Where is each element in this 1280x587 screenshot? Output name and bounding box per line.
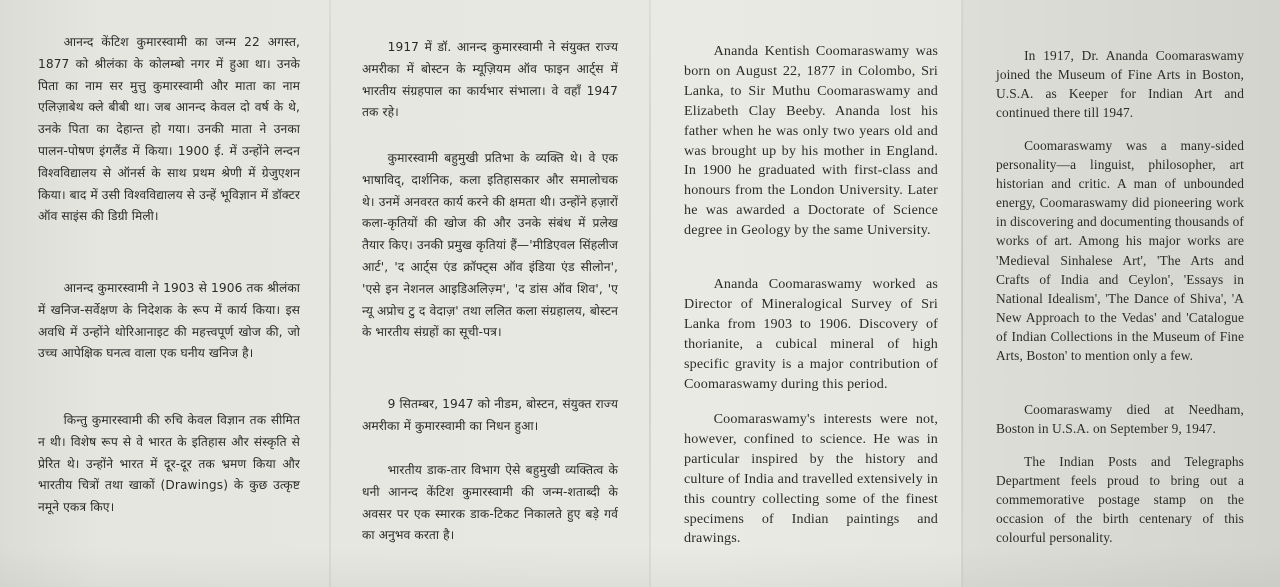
english-stamp-paragraph: The Indian Posts and Telegraphs Department feels proud to bring out a commemorative postage stamp on the occasion of the birth centenary of this colourful personality. bbox=[996, 454, 1244, 546]
fold-line bbox=[961, 0, 963, 587]
hindi-death-paragraph: 9 सितम्बर, 1947 को नीडम, बोस्टन, संयुक्त राज्य अमरीका में कुमारस्वामी का निधन हुआ। bbox=[362, 397, 618, 433]
english-museum-paragraph: In 1917, Dr. Ananda Coomaraswamy joined the Museum of Fine Arts in Boston, U.S.A. as Keeper for Indian Art and continued there till 1947. bbox=[996, 48, 1244, 121]
hindi-birth-paragraph: आनन्द केंटिश कुमारस्वामी का जन्म 22 अगस्त, 1877 को श्रीलंका के कोलम्बो नगर में हुआ था। उनके पिता का नाम सर मुत्तु कुमारस्वामी और माता का नाम एलिज़ाबेथ क्ले बीबी था। जब आनन्द केवल दो वर्ष के थे, उनके पिता का देहान्त हो गया। उनकी माता ने उनका पालन-पोषण इंगलैंड में किया। 1900 ई. में उन्होंने लन्दन विश्वविद्यालय से ऑनर्स के साथ प्रथम श्रेणी में ग्रेजुएशन किया। बाद में उसी विश्वविद्यालय से उन्हें भूविज्ञान में डॉक्टर ऑव साइंस की डिग्री मिली। bbox=[38, 35, 300, 224]
english-survey-paragraph: Ananda Coomaraswamy worked as Director of Mineralogical Survey of Sri Lanka from 1903 to 1906. Discovery of thorianite, a cubical mineral of high specific gravity is a major contribution of Coomaraswamy during this period. bbox=[684, 276, 938, 392]
hindi-survey-paragraph: आनन्द कुमारस्वामी ने 1903 से 1906 तक श्रीलंका में खनिज-सर्वेक्षण के निदेशक के रूप में कार्य किया। इस अवधि में उन्होंने थोरिआनाइट की महत्त्वपूर्ण खोज की, जो उच्च आपेक्षिक घनत्व वाला एक घनीय खनिज है। bbox=[38, 281, 300, 361]
hindi-panel-right bbox=[330, 0, 650, 587]
fold-line bbox=[649, 0, 651, 587]
english-panel-left bbox=[650, 0, 962, 587]
hindi-panel-left bbox=[0, 0, 330, 587]
english-interests-paragraph: Coomaraswamy's interests were not, however, confined to science. He was in particular inspired by the history and culture of India and travelled extensively in this country collecting some of the finest specimens of Indian paintings and drawings. bbox=[684, 411, 938, 547]
hindi-stamp-paragraph: भारतीय डाक-तार विभाग ऐसे बहुमुखी व्यक्तित्व के धनी आनन्द केंटिश कुमारस्वामी की जन्म-शताब्दी के अवसर पर एक स्मारक डाक-टिकट निकालते हुए बड़े गर्व का अनुभव करता है। bbox=[362, 463, 618, 543]
hindi-museum-paragraph: 1917 में डॉ. आनन्द कुमारस्वामी ने संयुक्त राज्य अमरीका में बोस्टन के म्यूज़ियम ऑव फाइन आर्ट्स में भारतीय संग्रहपाल का कार्यभार संभाला। वे वहाँ 1947 तक रहे। bbox=[362, 40, 618, 120]
english-birth-paragraph: Ananda Kentish Coomaraswamy was born on August 22, 1877 in Colombo, Sri Lanka, to Sir Muthu Coomaraswamy and Elizabeth Clay Beeby. Ananda lost his father when he was only two years old and was brought up by his mother in England. In 1900 he graduated with first-class and honours from the London University. Later he was awarded a Doctorate of Science degree in Geology by the same University. bbox=[684, 43, 938, 239]
fold-line bbox=[329, 0, 331, 587]
english-death-paragraph: Coomaraswamy died at Needham, Boston in U.S.A. on September 9, 1947. bbox=[996, 402, 1244, 437]
english-works-paragraph: Coomaraswamy was a many-sided personality—a linguist, philosopher, art historian and critic. A man of unbounded energy, Coomaraswamy did pioneering work in discovering and documenting thousands of works of art. Among his major works are 'Medieval Sinhalese Art', 'The Arts and Crafts of India and Ceylon', 'Essays in National Idealism', 'The Dance of Shiva', 'A New Approach to the Vedas' and 'Catalogue of Indian Collections in the Museum of Fine Arts, Boston' to mention only a few. bbox=[996, 138, 1244, 364]
paper-shadow bbox=[0, 547, 1280, 587]
hindi-interests-paragraph: किन्तु कुमारस्वामी की रुचि केवल विज्ञान तक सीमित न थी। विशेष रूप से वे भारत के इतिहास और संस्कृति से प्रेरित थे। उन्होंने भारत में दूर-दूर तक भ्रमण किया और भारतीय चित्रों तथा खाकों (Drawings) के कुछ उत्कृष्ट नमूने एकत्र किए। bbox=[38, 413, 300, 515]
english-panel-right bbox=[962, 0, 1280, 587]
hindi-works-paragraph: कुमारस्वामी बहुमुखी प्रतिभा के व्यक्ति थे। वे एक भाषाविद्, दार्शनिक, कला इतिहासकार और समालोचक थे। उनमें अनवरत कार्य करने की क्षमता थी। उन्होंने हज़ारों कला-कृतियों की खोज की और उनके संबंध में प्रलेख तैयार किए। उनकी प्रमुख कृतियां हैं—'मीडिएवल सिंहलीज आर्ट', 'द आर्ट्स एंड क्रॉफ्ट्स ऑव इंडिया एंड सीलोन', 'एसे इन नेशनल आइडिअलिज़्म', 'द डांस ऑव शिव', 'ए न्यू अप्रोच टु द वेदाज़' तथा ललित कला संग्रहालय, बोस्टन के भारतीय संग्रहों का सूची-पत्र। bbox=[362, 151, 618, 340]
